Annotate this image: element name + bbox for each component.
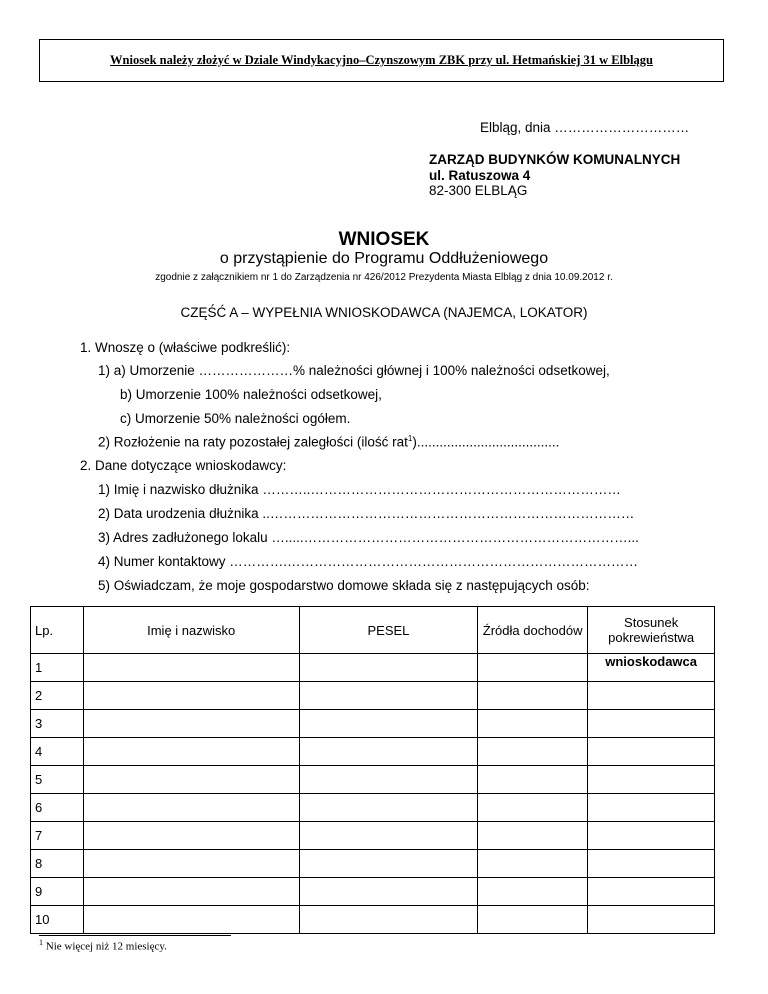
place-date: Elbląg, dnia ………………………… (480, 120, 690, 135)
contact-number-line: 4) Numer kontaktowy ………….…………………………………………………………………… (98, 554, 639, 569)
section1-heading: 1. Wnoszę o (właściwe podkreślić): (80, 340, 291, 355)
option-1a: 1) a) Umorzenie …………………% należności głównej i 100% należności odsetkowej, (98, 363, 610, 378)
header-relation: Stosunek pokrewieństwa (588, 607, 715, 654)
cell-pesel[interactable] (299, 878, 477, 906)
cell-pesel[interactable] (299, 850, 477, 878)
header-lp: Lp. (31, 607, 84, 654)
cell-income[interactable] (478, 766, 588, 794)
row-number: 1 (31, 654, 84, 682)
debtor-birthdate-line: 2) Data urodzenia dłużnika ..……………………………………………………………………… (98, 506, 635, 521)
header-name: Imię i nazwisko (83, 607, 299, 654)
footnote-text: Nie więcej niż 12 miesięcy. (45, 940, 167, 953)
table-row (31, 850, 715, 878)
cell-name[interactable] (83, 794, 299, 822)
footnote-mark: 1 (39, 938, 43, 947)
cell-pesel[interactable] (299, 654, 477, 682)
cell-relation[interactable] (588, 682, 715, 710)
option-2-dots: )...................................... (412, 434, 560, 450)
row-number: 4 (31, 738, 84, 766)
cell-name[interactable] (83, 654, 299, 682)
table-row (31, 906, 715, 934)
option-1c: c) Umorzenie 50% należności ogółem. (120, 411, 351, 426)
submission-notice: Wniosek należy złożyć w Dziale Windykacyjno–Czynszowym ZBK przy ul. Hetmańskiej 31 w Elblągu (39, 39, 724, 82)
cell-relation[interactable] (588, 850, 715, 878)
cell-income[interactable] (478, 738, 588, 766)
table-header-row (31, 607, 715, 654)
footnote-divider (39, 935, 231, 936)
cell-relation[interactable] (588, 710, 715, 738)
table-row (31, 878, 715, 906)
cell-pesel[interactable] (299, 906, 477, 934)
cell-income[interactable] (478, 710, 588, 738)
cell-income[interactable] (478, 850, 588, 878)
table-row (31, 710, 715, 738)
cell-pesel[interactable] (299, 738, 477, 766)
cell-relation[interactable] (588, 878, 715, 906)
cell-relation[interactable] (588, 738, 715, 766)
footnote (39, 938, 167, 953)
cell-relation[interactable] (588, 822, 715, 850)
cell-pesel[interactable] (299, 822, 477, 850)
cell-name[interactable] (83, 822, 299, 850)
recipient-name: ZARZĄD BUDYNKÓW KOMUNALNYCH (429, 152, 681, 167)
row-number: 5 (31, 766, 84, 794)
recipient-street: ul. Ratuszowa 4 (429, 168, 531, 183)
footnote-ref: 1 (407, 434, 413, 443)
table-row (31, 766, 715, 794)
debtor-address-line: 3) Adres zadłużonego lokalu ….....………………………………………………………………... (98, 530, 639, 545)
debtor-name-line: 1) Imię i nazwisko dłużnika ………..…………………………………………………………… (98, 482, 621, 497)
cell-name[interactable] (83, 738, 299, 766)
page-title: WNIOSEK (338, 229, 430, 250)
cell-name[interactable] (83, 766, 299, 794)
cell-income[interactable] (478, 682, 588, 710)
part-a-heading: CZĘŚĆ A – WYPEŁNIA WNIOSKODAWCA (NAJEMCA, LOKATOR) (180, 305, 588, 320)
cell-relation: wnioskodawca (588, 654, 715, 682)
cell-pesel[interactable] (299, 766, 477, 794)
household-statement: 5) Oświadczam, że moje gospodarstwo domowe składa się z następujących osób: (98, 578, 590, 593)
row-number: 3 (31, 710, 84, 738)
cell-name[interactable] (83, 878, 299, 906)
row-number: 8 (31, 850, 84, 878)
header-pesel: PESEL (299, 607, 477, 654)
option-2 (98, 434, 559, 450)
table-row (31, 822, 715, 850)
table-row (31, 794, 715, 822)
row-number: 10 (31, 906, 84, 934)
cell-income[interactable] (478, 822, 588, 850)
cell-pesel[interactable] (299, 710, 477, 738)
cell-name[interactable] (83, 906, 299, 934)
option-2-text: 2) Rozłożenie na raty pozostałej zaległości (ilość rat (98, 434, 408, 450)
cell-income[interactable] (478, 878, 588, 906)
cell-income[interactable] (478, 794, 588, 822)
cell-relation[interactable] (588, 906, 715, 934)
cell-income[interactable] (478, 654, 588, 682)
row-number: 2 (31, 682, 84, 710)
table-row (31, 682, 715, 710)
cell-pesel[interactable] (299, 682, 477, 710)
cell-name[interactable] (83, 850, 299, 878)
cell-pesel[interactable] (299, 794, 477, 822)
cell-relation[interactable] (588, 766, 715, 794)
option-1b: b) Umorzenie 100% należności odsetkowej, (120, 387, 382, 402)
row-number: 6 (31, 794, 84, 822)
page-subtitle: o przystąpienie do Programu Oddłużeniowego (219, 250, 549, 267)
section2-heading: 2. Dane dotyczące wnioskodawcy: (80, 458, 287, 473)
legal-basis: zgodnie z załącznikiem nr 1 do Zarządzenia nr 426/2012 Prezydenta Miasta Elbląg z dnia 10.09.2012 r. (155, 272, 613, 283)
row-number: 7 (31, 822, 84, 850)
cell-income[interactable] (478, 906, 588, 934)
household-table (30, 606, 715, 934)
table-row (31, 738, 715, 766)
recipient-city: 82-300 ELBLĄG (429, 183, 528, 198)
cell-name[interactable] (83, 710, 299, 738)
cell-name[interactable] (83, 682, 299, 710)
cell-relation[interactable] (588, 794, 715, 822)
header-income: Źródła dochodów (478, 607, 588, 654)
table-row (31, 654, 715, 682)
row-number: 9 (31, 878, 84, 906)
